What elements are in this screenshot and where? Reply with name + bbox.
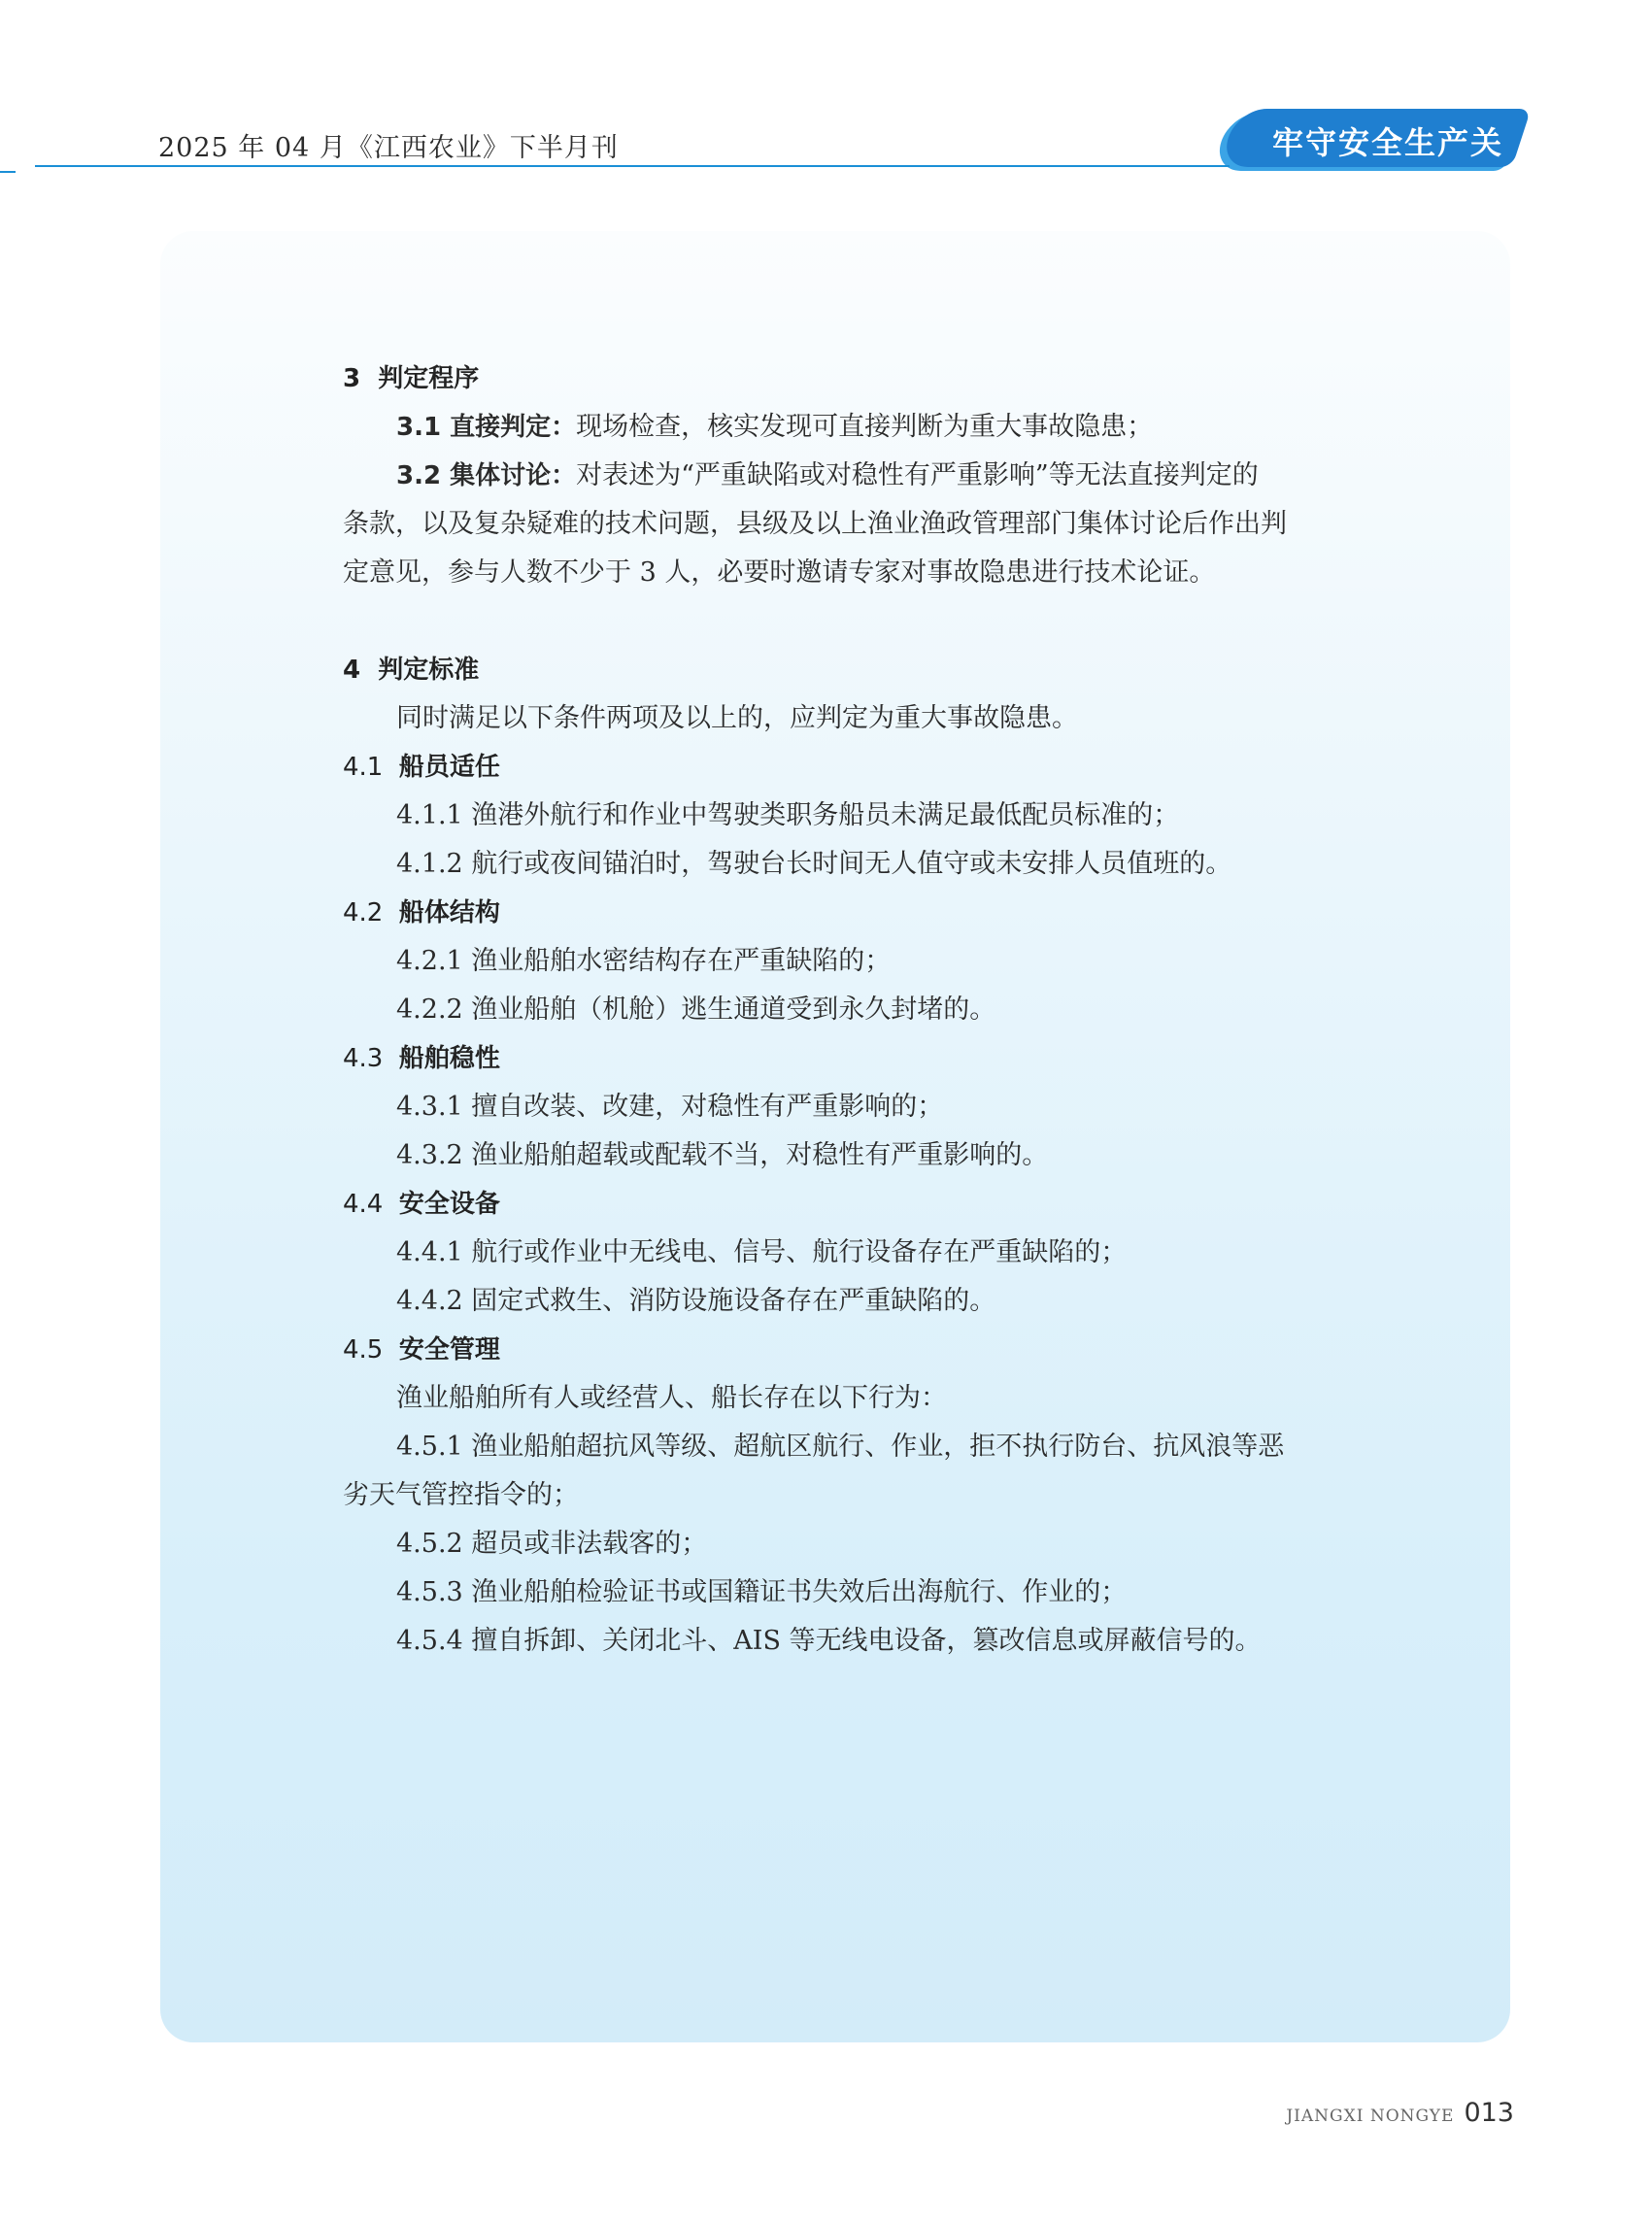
list-item: 4.1.2 航行或夜间锚泊时，驾驶台长时间无人值守或未安排人员值班的。 [396,849,1232,879]
item-text: 对表述为“严重缺陷或对稳性有严重影响”等无法直接判定的 [576,460,1259,490]
section-number: 4 [343,656,361,685]
item-lead: 3.1 直接判定： [396,413,577,442]
subsection-title: 船舶稳性 [398,1044,500,1073]
subsection-title: 安全管理 [398,1335,500,1365]
subsection-intro: 渔业船舶所有人或经营人、船长存在以下行为： [396,1383,947,1413]
section-heading-3 [343,354,1333,403]
section-number: 3 [343,364,361,393]
subsection-number: 4.5 [343,1335,384,1365]
section-title: 判定程序 [378,364,480,393]
subsection-number: 4.3 [343,1044,384,1073]
list-item: 4.1.1 渔港外航行和作业中驾驶类职务船员未满足最低配员标准的； [396,800,1180,830]
section-tab-label: 牢守安全生产关 [1272,124,1504,161]
section-gap [343,597,1333,646]
subsection-number: 4.4 [343,1190,384,1219]
page-number: 013 [1464,2098,1514,2128]
list-item: 4.4.1 航行或作业中无线电、信号、航行设备存在严重缺陷的； [396,1237,1128,1267]
subsection-title: 船体结构 [398,898,500,927]
subsection-heading-4-1 [343,743,1333,792]
article-body [343,354,1333,1666]
header-rule [35,165,1230,167]
footer-journal-name: JIANGXI NONGYE [1286,2107,1455,2126]
page-footer [1286,2098,1514,2128]
list-item: 4.5.4 擅自拆卸、关闭北斗、AIS 等无线电设备，篡改信息或屏蔽信号的。 [396,1626,1262,1656]
list-item: 4.3.2 渔业船舶超载或配载不当，对稳性有严重影响的。 [396,1140,1049,1170]
journal-issue-title: 2025 年 04 月《江西农业》下半月刊 [158,133,619,163]
section-intro: 同时满足以下条件两项及以上的，应判定为重大事故隐患。 [396,703,1078,733]
section-title: 判定标准 [378,656,480,685]
section-heading-4 [343,646,1333,694]
subsection-heading-4-3 [343,1034,1333,1083]
paragraph-3-2-continued: 定意见，参与人数不少于 3 人，必要时邀请专家对事故隐患进行技术论证。 [343,557,1216,588]
item-text: 现场检查，核实发现可直接判断为重大事故隐患； [576,412,1154,442]
subsection-number: 4.2 [343,898,384,927]
list-item: 4.5.3 渔业船舶检验证书或国籍证书失效后出海航行、作业的； [396,1577,1128,1607]
paragraph-3-1 [343,403,1333,452]
subsection-title: 船员适任 [398,753,500,782]
paragraph-3-2-continued: 条款，以及复杂疑难的技术问题，县级及以上渔业渔政管理部门集体讨论后作出判 [343,509,1287,539]
list-item-continued: 劣天气管控指令的； [343,1480,579,1510]
paragraph-3-2 [343,452,1333,500]
list-item: 4.5.2 超员或非法载客的； [396,1529,708,1559]
list-item: 4.2.1 渔业船舶水密结构存在严重缺陷的； [396,946,892,976]
subsection-heading-4-2 [343,889,1333,937]
list-item: 4.5.1 渔业船舶超抗风等级、超航区航行、作业，拒不执行防台、抗风浪等恶 [396,1432,1285,1462]
list-item: 4.3.1 擅自改装、改建，对稳性有严重影响的； [396,1092,944,1122]
list-item: 4.2.2 渔业船舶（机舱）逃生通道受到永久封堵的。 [396,995,996,1025]
subsection-heading-4-4 [343,1180,1333,1229]
subsection-heading-4-5 [343,1326,1333,1374]
subsection-number: 4.1 [343,753,384,782]
subsection-title: 安全设备 [398,1190,500,1219]
item-lead: 3.2 集体讨论： [396,461,577,490]
list-item: 4.4.2 固定式救生、消防设施设备存在严重缺陷的。 [396,1286,996,1316]
header-accent-mark [0,161,16,173]
